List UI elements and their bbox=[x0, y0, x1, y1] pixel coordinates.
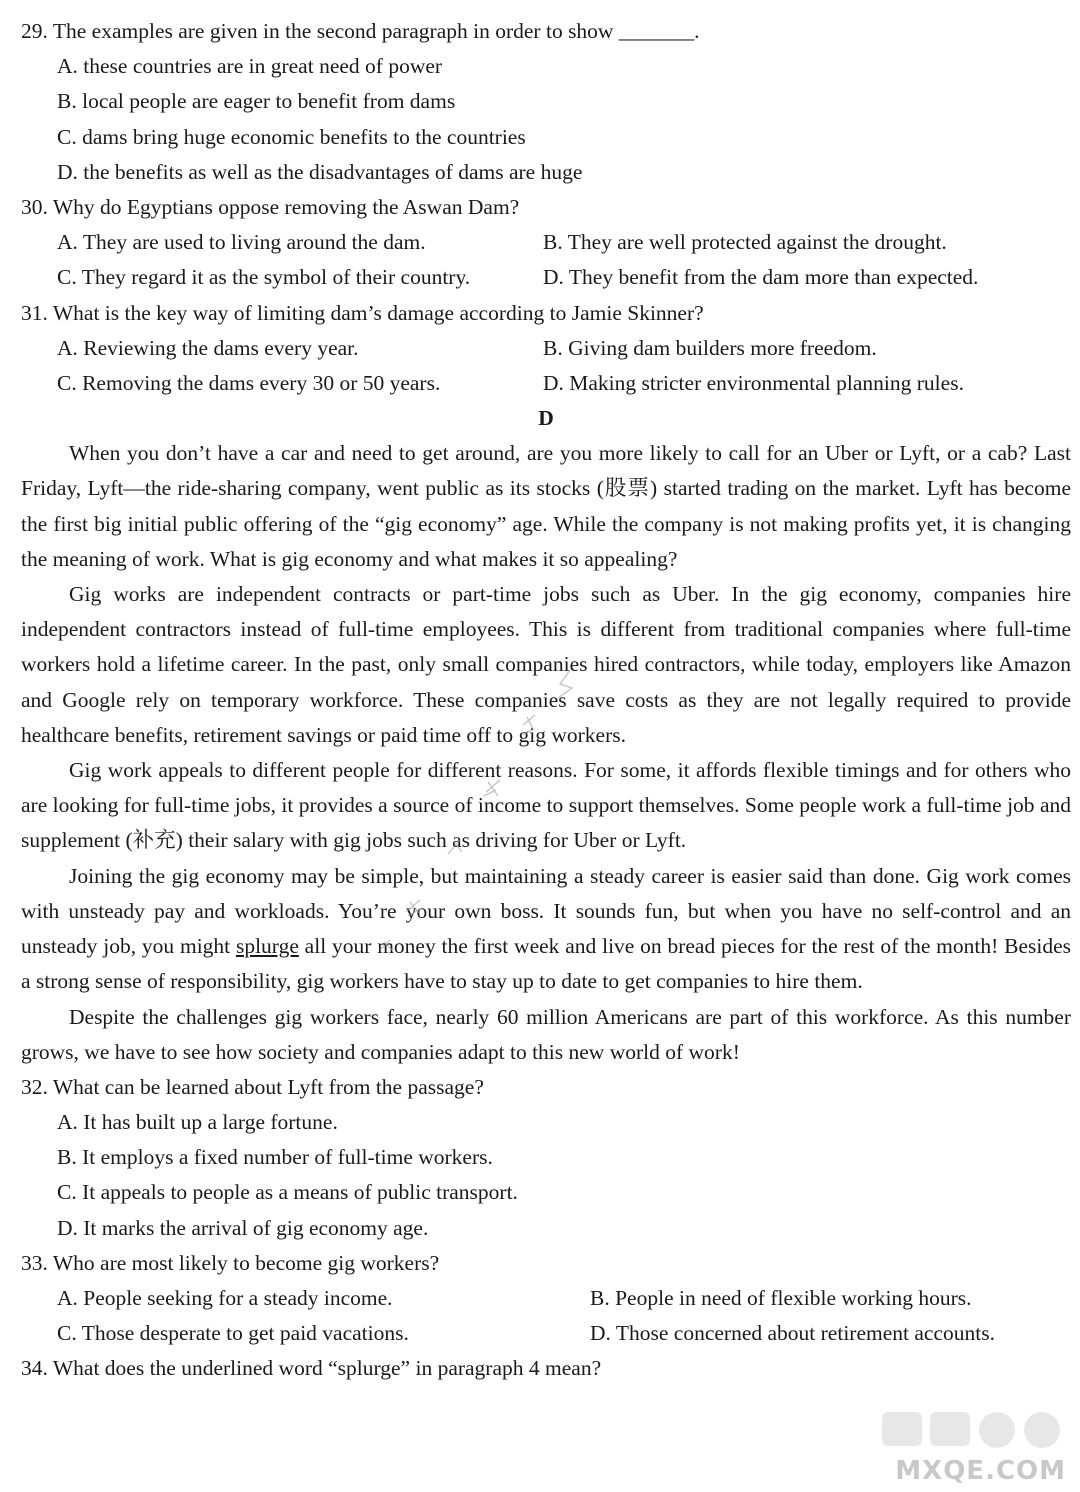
option-a: A. these countries are in great need of power bbox=[57, 54, 443, 79]
question-stem: 29. The examples are given in the second paragraph in order to show _______. bbox=[21, 19, 700, 43]
question-31 bbox=[21, 296, 1071, 402]
option-c: C. dams bring huge economic benefits to the countries bbox=[57, 124, 526, 149]
question-stem: 34. What does the underlined word “splurge” in paragraph 4 mean? bbox=[21, 1356, 602, 1381]
option-a: A. They are used to living around the dam. bbox=[57, 230, 426, 255]
option-a: A. Reviewing the dams every year. bbox=[57, 335, 359, 360]
option-b: B. Giving dam builders more freedom. bbox=[543, 335, 877, 360]
question-stem: 30. Why do Egyptians oppose removing the Aswan Dam? bbox=[21, 194, 520, 219]
option-c: C. Removing the dams every 30 or 50 years. bbox=[57, 370, 441, 395]
option-a: A. People seeking for a steady income. bbox=[57, 1286, 393, 1311]
option-d: D. It marks the arrival of gig economy age. bbox=[57, 1215, 429, 1240]
paragraph-4 bbox=[21, 859, 1071, 1000]
underlined-word: splurge bbox=[235, 934, 299, 959]
option-d: D. Those concerned about retirement accounts. bbox=[590, 1321, 995, 1346]
paragraph-1: When you don’t have a car and need to get around, are you more likely to call for an Uber or Lyft, or a cab? Last Friday, Lyft—the ride-sharing company, went public as its stocks (股票) started trading on the market. Lyft has become the first big initial public offering of the “gig economy” age. While the company is not making profits yet, it is changing the meaning of work. What is gig economy and what makes it so appealing? bbox=[21, 441, 1071, 571]
option-b: B. It employs a fixed number of full-time workers. bbox=[57, 1145, 493, 1170]
option-b: B. They are well protected against the drought. bbox=[543, 230, 947, 255]
paragraph-3: Gig work appeals to different people for different reasons. For some, it affords flexible timings and for others who are looking for full-time jobs, it provides a source of income to support themselves. Some people work a full-time job and supplement (补充) their salary with gig jobs such as driving for Uber or Lyft. bbox=[21, 758, 1071, 853]
question-stem: 31. What is the key way of limiting dam’s damage according to Jamie Skinner? bbox=[21, 300, 704, 325]
paragraph-4-text-before: Joining the gig economy may be simple, but maintaining a steady career is easier said than done. Gig work comes with unsteady pay and workloads. You’re your own boss. It sounds fun, but when you have no self-control and an unsteady job, you might bbox=[21, 863, 1071, 959]
option-c: C. It appeals to people as a means of public transport. bbox=[57, 1180, 518, 1205]
question-stem: 33. Who are most likely to become gig workers? bbox=[21, 1250, 440, 1275]
paragraph-4-text-after: all your money the first week and live on bread pieces for the rest of the month! Besides a strong sense of responsibility, gig workers have to stay up to date to get companies to hire them. bbox=[21, 934, 1071, 994]
option-b: B. People in need of flexible working hours. bbox=[590, 1286, 972, 1311]
option-c: C. They regard it as the symbol of their country. bbox=[57, 265, 471, 290]
site-logo-text: MXQE.COM bbox=[895, 1456, 1066, 1486]
question-32 bbox=[21, 1070, 1071, 1246]
exam-page bbox=[21, 14, 1071, 1387]
question-34 bbox=[21, 1351, 1071, 1386]
reading-passage bbox=[21, 436, 1071, 1070]
option-d: D. Making stricter environmental planning rules. bbox=[543, 370, 964, 395]
question-30 bbox=[21, 190, 1071, 296]
section-heading: D bbox=[538, 406, 554, 431]
option-a: A. It has built up a large fortune. bbox=[57, 1110, 338, 1135]
paragraph-2: Gig works are independent contracts or part-time jobs such as Uber. In the gig economy, companies hire independent contractors instead of full-time employees. This is different from traditional companies where full-time workers hold a lifetime career. In the past, only small companies hired contractors, while today, employers like Amazon and Google rely on temporary workforce. These companies save costs as they are not legally required to provide healthcare benefits, retirement savings or paid time off to gig workers. bbox=[21, 582, 1071, 747]
option-c: C. Those desperate to get paid vacations. bbox=[57, 1321, 409, 1346]
question-29 bbox=[21, 14, 1071, 190]
question-stem: 32. What can be learned about Lyft from the passage? bbox=[21, 1074, 484, 1099]
option-b: B. local people are eager to benefit from dams bbox=[57, 89, 456, 114]
question-33 bbox=[21, 1246, 1071, 1352]
option-d: D. the benefits as well as the disadvantages of dams are huge bbox=[57, 159, 583, 184]
paragraph-5: Despite the challenges gig workers face, nearly 60 million Americans are part of this workforce. As this number grows, we have to see how society and companies adapt to this new world of work! bbox=[21, 1004, 1071, 1064]
option-d: D. They benefit from the dam more than expected. bbox=[543, 265, 979, 290]
